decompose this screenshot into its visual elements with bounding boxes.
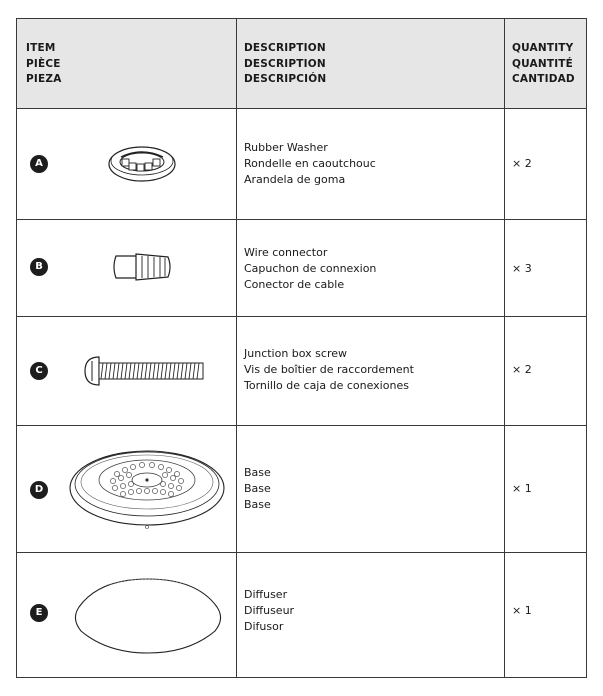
item-letter-badge: B <box>30 258 48 276</box>
quantity-header-es: CANTIDAD <box>512 73 575 85</box>
table-row <box>17 220 586 317</box>
column-divider <box>236 19 237 677</box>
item-quantity: × 1 <box>512 604 532 617</box>
item-quantity: × 2 <box>512 157 532 170</box>
description-fr: Rondelle en caoutchouc <box>244 157 376 170</box>
item-quantity: × 2 <box>512 363 532 376</box>
column-divider <box>504 19 505 677</box>
quantity-header <box>512 41 575 88</box>
item-letter-badge: E <box>30 604 48 622</box>
item-quantity: × 1 <box>512 482 532 495</box>
quantity-header-en: QUANTITY <box>512 42 574 54</box>
wire-connector-icon <box>110 248 172 286</box>
description-header-en: DESCRIPTION <box>244 42 326 54</box>
item-description <box>244 245 376 293</box>
light-base-icon <box>67 444 227 534</box>
item-header-fr: PIÈCE <box>26 57 61 70</box>
table-row <box>17 317 586 426</box>
description-es: Conector de cable <box>244 278 345 291</box>
diffuser-icon <box>67 569 229 659</box>
description-en: Wire connector <box>244 246 328 259</box>
description-header <box>244 41 326 88</box>
item-description <box>244 587 294 635</box>
description-es: Base <box>244 498 271 511</box>
item-letter-badge: C <box>30 362 48 380</box>
item-description <box>244 140 376 188</box>
item-letter-badge: A <box>30 155 48 173</box>
parts-table <box>16 18 587 678</box>
item-quantity: × 3 <box>512 262 532 275</box>
description-en: Junction box screw <box>244 347 348 360</box>
item-header-es: PIEZA <box>26 73 62 85</box>
description-es: Arandela de goma <box>244 173 346 186</box>
quantity-header-fr: QUANTITÉ <box>512 57 574 70</box>
table-header <box>17 19 586 109</box>
description-en: Diffuser <box>244 588 288 601</box>
description-en: Base <box>244 466 271 479</box>
screw-icon <box>83 353 207 389</box>
rubber-washer-icon <box>107 139 177 189</box>
item-header <box>26 41 62 88</box>
description-header-es: DESCRIPCIÓN <box>244 73 327 85</box>
description-header-fr: DESCRIPTION <box>244 57 326 70</box>
description-es: Tornillo de caja de conexiones <box>244 379 409 392</box>
table-row <box>17 426 586 553</box>
description-en: Rubber Washer <box>244 141 328 154</box>
table-row <box>17 553 586 679</box>
description-es: Difusor <box>244 620 284 633</box>
item-header-en: ITEM <box>26 42 56 54</box>
description-fr: Vis de boîtier de raccordement <box>244 363 414 376</box>
description-fr: Capuchon de connexion <box>244 262 377 275</box>
item-description <box>244 465 271 513</box>
description-fr: Base <box>244 482 271 495</box>
table-row <box>17 109 586 220</box>
item-letter-badge: D <box>30 481 48 499</box>
item-description <box>244 346 414 394</box>
description-fr: Diffuseur <box>244 604 295 617</box>
